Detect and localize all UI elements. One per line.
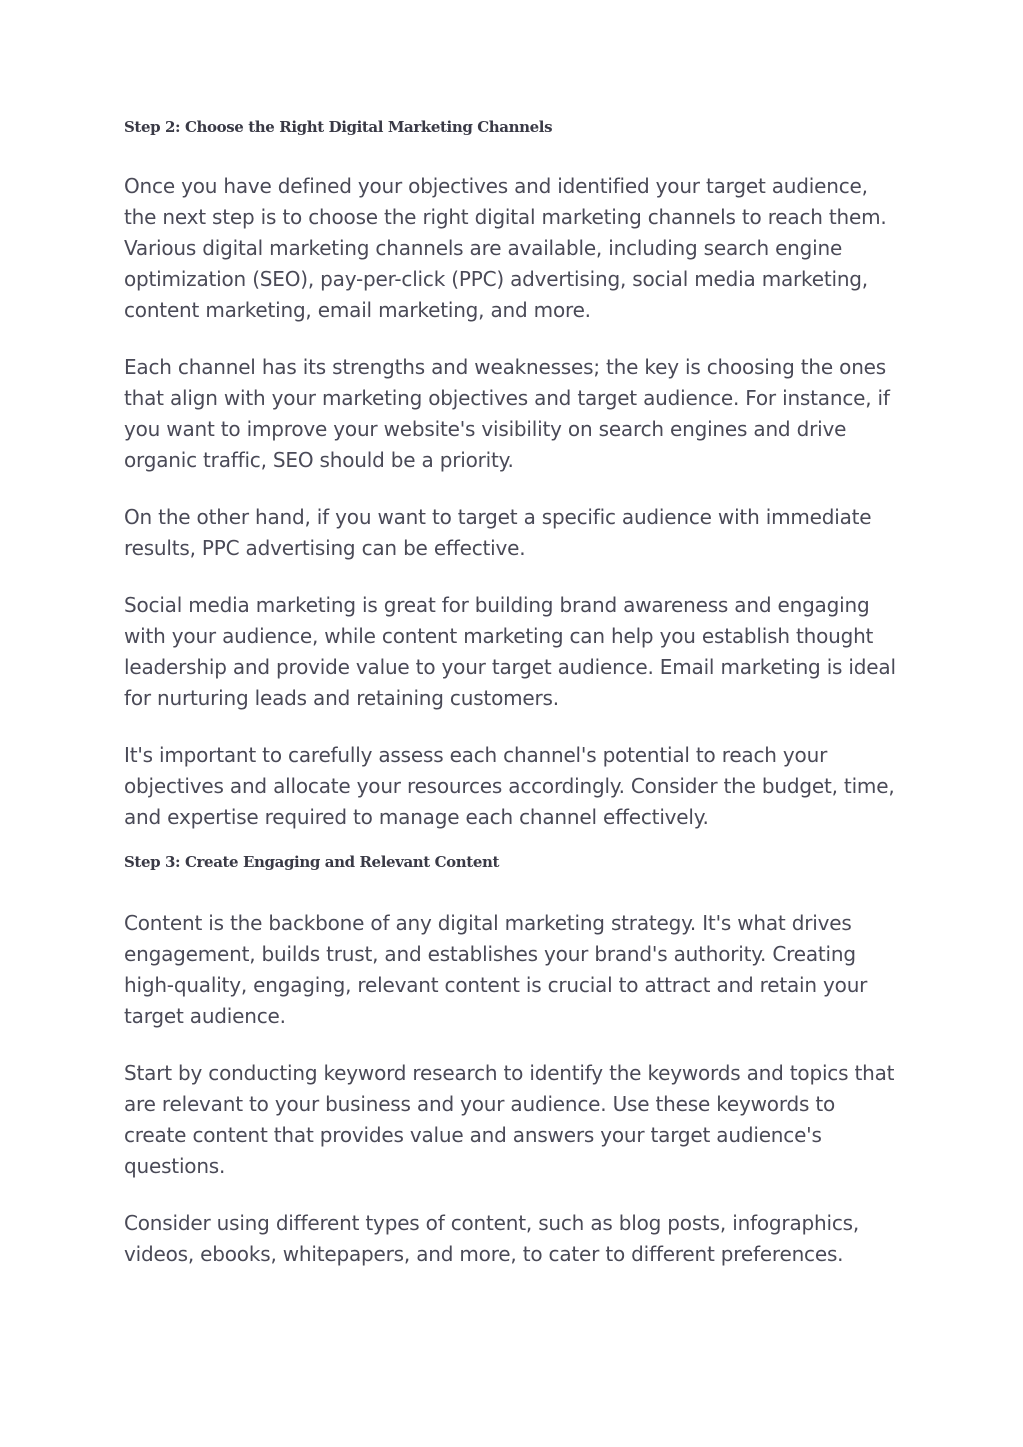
step-3-paragraph-1: Content is the backbone of any digital marketing strategy. It's what drives engagement, builds trust, and establishes your brand's authority. Creating high-quality, engaging, relevant content is crucial to attract and retain your target audience. [124,911,868,1028]
step-3-heading: Step 3: Create Engaging and Relevant Content [124,853,499,871]
step-2-paragraph-1: Once you have defined your objectives and identified your target audience, the next step is to choose the right digital marketing channels to reach them. Various digital marketing channels are available, including search engine optimization (SEO), pay-per-click (PPC) advertising, social media marketing, content marketing, email marketing, and more. [124,174,887,322]
step-2-paragraph-2: Each channel has its strengths and weaknesses; the key is choosing the ones that align with your marketing objectives and target audience. For instance, if you want to improve your website's visibility on search engines and drive organic traffic, SEO should be a priority. [124,355,890,472]
step-3-paragraph-3: Consider using different types of content, such as blog posts, infographics, videos, ebooks, whitepapers, and more, to cater to different preferences. [124,1211,860,1266]
step-2-paragraph-3: On the other hand, if you want to target a specific audience with immediate results, PPC advertising can be effective. [124,505,872,560]
step-2-heading: Step 2: Choose the Right Digital Marketing Channels [124,118,553,136]
step-2-paragraph-4: Social media marketing is great for building brand awareness and engaging with your audience, while content marketing can help you establish thought leadership and provide value to your target audience. Email marketing is ideal for nurturing leads and retaining customers. [124,593,896,710]
step-2-paragraph-5: It's important to carefully assess each channel's potential to reach your objectives and allocate your resources accordingly. Consider the budget, time, and expertise required to manage each channel effectively. [124,743,895,829]
document-page [124,118,899,1296]
step-3-paragraph-2: Start by conducting keyword research to identify the keywords and topics that are relevant to your business and your audience. Use these keywords to create content that provides value and answers your target audience's questions. [124,1061,895,1178]
